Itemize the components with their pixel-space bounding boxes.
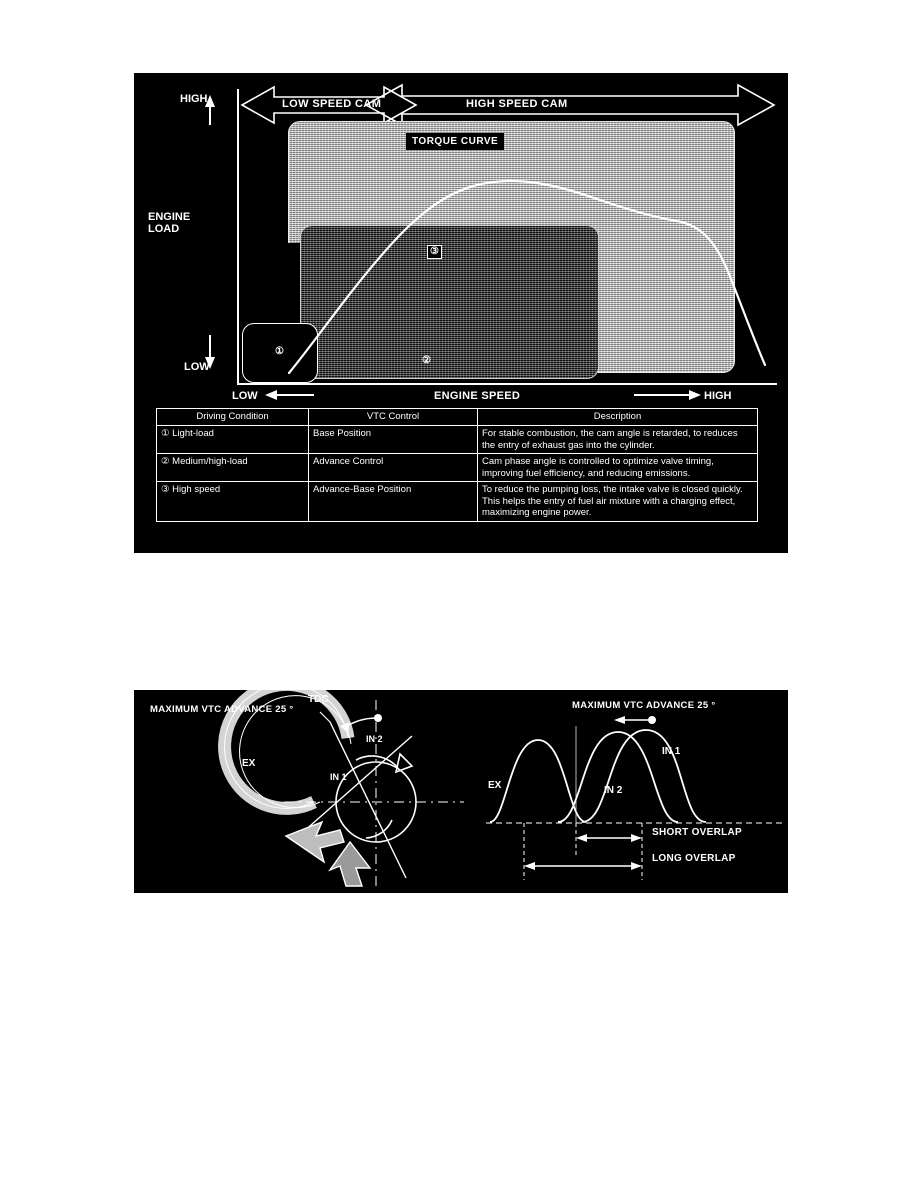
intake-2-label-left: IN 2 [366,734,383,744]
low-speed-cam-label: LOW SPEED CAM [282,98,382,110]
cell-description: Cam phase angle is controlled to optimize valve timing, improving fuel efficiency, and reducing emissions. [478,454,758,482]
y-axis-title-line-1: ENGINE [148,211,191,223]
y-axis-high-label: HIGH [180,93,208,105]
cell-description: For stable combustion, the cam angle is retarded, to reduces the entry of exhaust gas into the cylinder. [478,426,758,454]
cam-timing-panel [134,690,788,893]
exhaust-label-right: EX [488,780,502,791]
x-axis-low-label: LOW [232,390,258,402]
cell-driving-condition: ③ High speed [157,482,309,522]
column-header-vtc-control: VTC Control [309,409,478,426]
table-row [157,482,758,522]
column-header-description: Description [478,409,758,426]
cell-vtc-control: Advance-Base Position [309,482,478,522]
column-header-driving-condition: Driving Condition [157,409,309,426]
x-axis-title: ENGINE SPEED [434,390,521,402]
high-speed-cam-label: HIGH SPEED CAM [466,98,568,110]
tdc-label: TDC [308,694,329,705]
long-overlap-label: LONG OVERLAP [652,853,736,864]
max-vtc-advance-label-right: MAXIMUM VTC ADVANCE 25 ° [572,700,716,711]
engine-load-speed-map-panel [134,73,788,553]
max-vtc-advance-label-left: MAXIMUM VTC ADVANCE 25 ° [150,704,294,715]
cell-vtc-control: Base Position [309,426,478,454]
region-marker-one: ① [275,346,284,357]
y-axis-low-label: LOW [184,361,210,373]
cell-vtc-control: Advance Control [309,454,478,482]
x-axis-high-label: HIGH [704,390,732,402]
intake-2-label-right: IN 2 [604,785,623,796]
vtc-control-table [156,408,758,522]
cell-driving-condition: ② Medium/high-load [157,454,309,482]
table-row [157,454,758,482]
cell-driving-condition: ① Light-load [157,426,309,454]
y-axis-title-line-2: LOAD [148,223,180,235]
y-axis-title [148,211,232,235]
short-overlap-label: SHORT OVERLAP [652,827,743,838]
intake-1-label-left: IN 1 [330,772,347,782]
region-marker-three: ③ [427,245,442,259]
cell-description: To reduce the pumping loss, the intake valve is closed quickly. This helps the entry of fuel air mixture with a charging effect, maximizing engine power. [478,482,758,522]
exhaust-label-left: EX [242,758,256,769]
torque-curve-label: TORQUE CURVE [406,133,504,150]
table-row [157,426,758,454]
intake-1-label-right: IN 1 [662,746,681,757]
table-header-row [157,409,758,426]
region-marker-two: ② [422,355,431,366]
